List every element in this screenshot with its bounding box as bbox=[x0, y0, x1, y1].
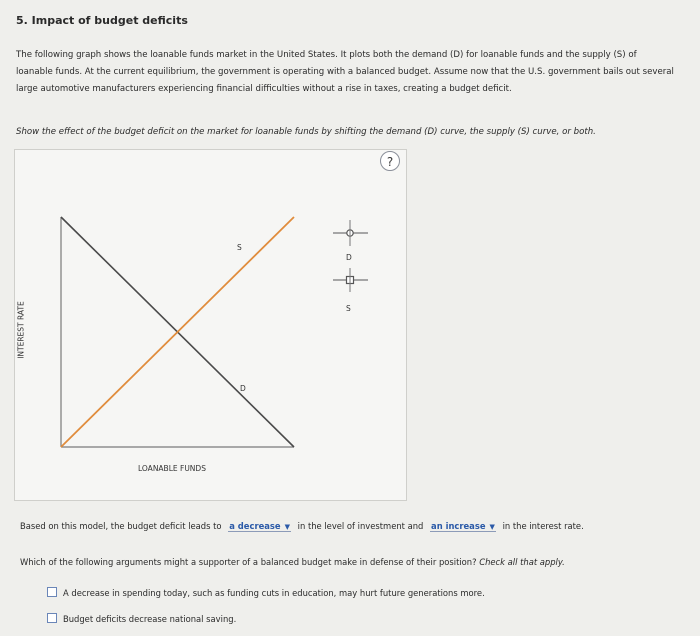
question-intro: The following graph shows the loanable funds market in the United States. It plots both the demand (D) for loanable funds and the supply (S) of loanable funds. At the current equilibrium, the government is operating with a balanced budget. Assume now that the U.S. government bails out several large automotive manufacturers experiencing financial difficulties without a rise in taxes, creating a budget deficit. bbox=[16, 50, 674, 94]
option-2[interactable] bbox=[47, 613, 236, 624]
graph-instruction: Show the effect of the budget deficit on the market for loanable funds by shifting the demand (D) curve, the supply (S) curve, or both. bbox=[16, 127, 596, 137]
question2-text bbox=[20, 557, 565, 567]
sentence-suffix: in the interest rate. bbox=[502, 521, 584, 531]
question2-prompt: Which of the following arguments might a supporter of a balanced budget make in defense of their position? bbox=[20, 557, 477, 567]
chevron-down-icon: ▼ bbox=[489, 523, 495, 531]
demand-curve-label: D bbox=[240, 384, 246, 393]
option-1-checkbox[interactable] bbox=[47, 587, 57, 597]
y-axis-label: INTEREST RATE bbox=[16, 301, 26, 359]
chevron-down-icon: ▼ bbox=[284, 523, 290, 531]
x-axis-label: LOANABLE FUNDS bbox=[138, 464, 206, 473]
option-2-label: Budget deficits decrease national saving. bbox=[63, 614, 237, 624]
interest-rate-dropdown[interactable] bbox=[430, 521, 496, 532]
option-2-checkbox[interactable] bbox=[47, 613, 57, 623]
help-icon: ? bbox=[386, 155, 394, 169]
fill-in-sentence bbox=[20, 521, 584, 532]
help-button[interactable] bbox=[380, 151, 400, 171]
interest-rate-dropdown-value: an increase bbox=[431, 521, 486, 531]
question2-hint: Check all that apply. bbox=[479, 557, 565, 567]
supply-curve-label: S bbox=[237, 243, 242, 252]
investment-dropdown[interactable] bbox=[228, 521, 291, 532]
sentence-prefix: Based on this model, the budget deficit leads to bbox=[20, 521, 222, 531]
option-1-label: A decrease in spending today, such as funding cuts in education, may hurt future generations more. bbox=[63, 588, 485, 598]
legend-supply-label: S bbox=[346, 304, 351, 313]
investment-dropdown-value: a decrease bbox=[229, 521, 281, 531]
question-title: 5. Impact of budget deficits bbox=[16, 14, 188, 27]
legend-demand-label: D bbox=[346, 253, 352, 262]
option-1[interactable] bbox=[47, 587, 485, 598]
sentence-middle: in the level of investment and bbox=[297, 521, 424, 531]
